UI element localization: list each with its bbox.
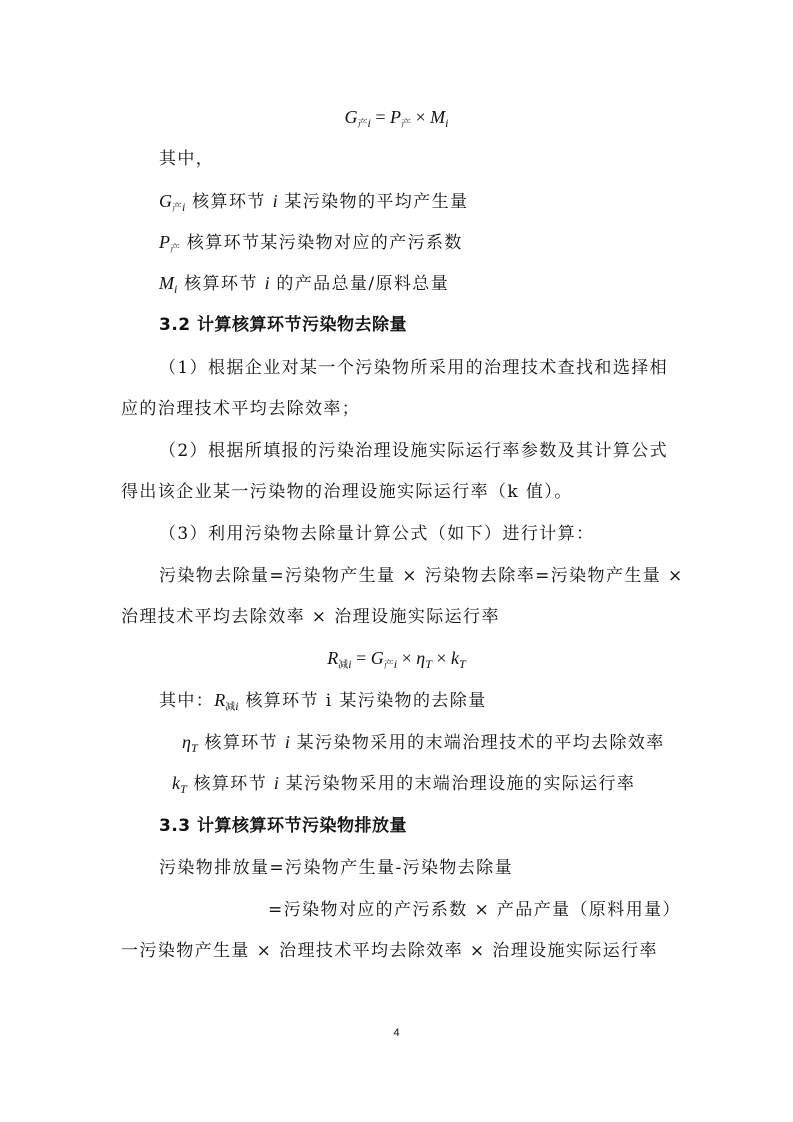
paragraph-5-line-1: =污染物对应的产污系数 × 产品产量（原料用量） [268,900,681,920]
paragraph-2-line-1: （2）根据所填报的污染治理设施实际运行率参数及其计算公式 [159,441,669,461]
definition-p: $P_产$ 核算环节某污染物对应的产污系数 [159,232,463,255]
paragraph-1-line-2: 应的治理技术平均去除效率； [121,399,361,419]
definition-r: 其中：$R_{减i}$ 核算环节 i 某污染物的去除量 [159,690,487,713]
definition-k: $k_T$ 核算环节 i 某污染物采用的末端治理设施的实际运行率 [172,773,636,796]
definition-g: $G_{产i}$ 核算环节 i 某污染物的平均产生量 [159,191,469,214]
equation-text-line-1: 污染物去除量=污染物产生量 × 污染物去除率=污染物产生量 × [159,566,684,586]
paragraph-3: （3）利用污染物去除量计算公式（如下）进行计算： [159,524,595,544]
definition-eta: $\eta_T$ 核算环节 i 某污染物采用的末端治理技术的平均去除效率 [182,732,665,755]
where-label-1: 其中， [159,149,215,169]
paragraph-1-line-1: （1）根据企业对某一个污染物所采用的治理技术查找和选择相 [159,358,669,378]
definition-m: $M_i$ 核算环节 i 的产品总量/原料总量 [159,273,450,296]
formula-removal: $R_{减i} = G_{产i} \times \eta_T \times k_T$ [327,648,466,671]
formula-generation: $G_{产i} = P_产 \times M_i$ [344,107,449,130]
equation-text-line-2: 治理技术平均去除效率 × 治理设施实际运行率 [121,607,500,627]
section-heading-3-3: 3.3 计算核算环节污染物排放量 [159,816,408,836]
page-number: 4 [393,1027,400,1039]
section-heading-3-2: 3.2 计算核算环节污染物去除量 [159,315,408,335]
paragraph-5-line-2: 一污染物产生量 × 治理技术平均去除效率 × 治理设施实际运行率 [121,941,658,961]
paragraph-4: 污染物排放量=污染物产生量-污染物去除量 [159,858,513,878]
paragraph-2-line-2: 得出该企业某一污染物的治理设施实际运行率（k 值）。 [121,482,573,502]
